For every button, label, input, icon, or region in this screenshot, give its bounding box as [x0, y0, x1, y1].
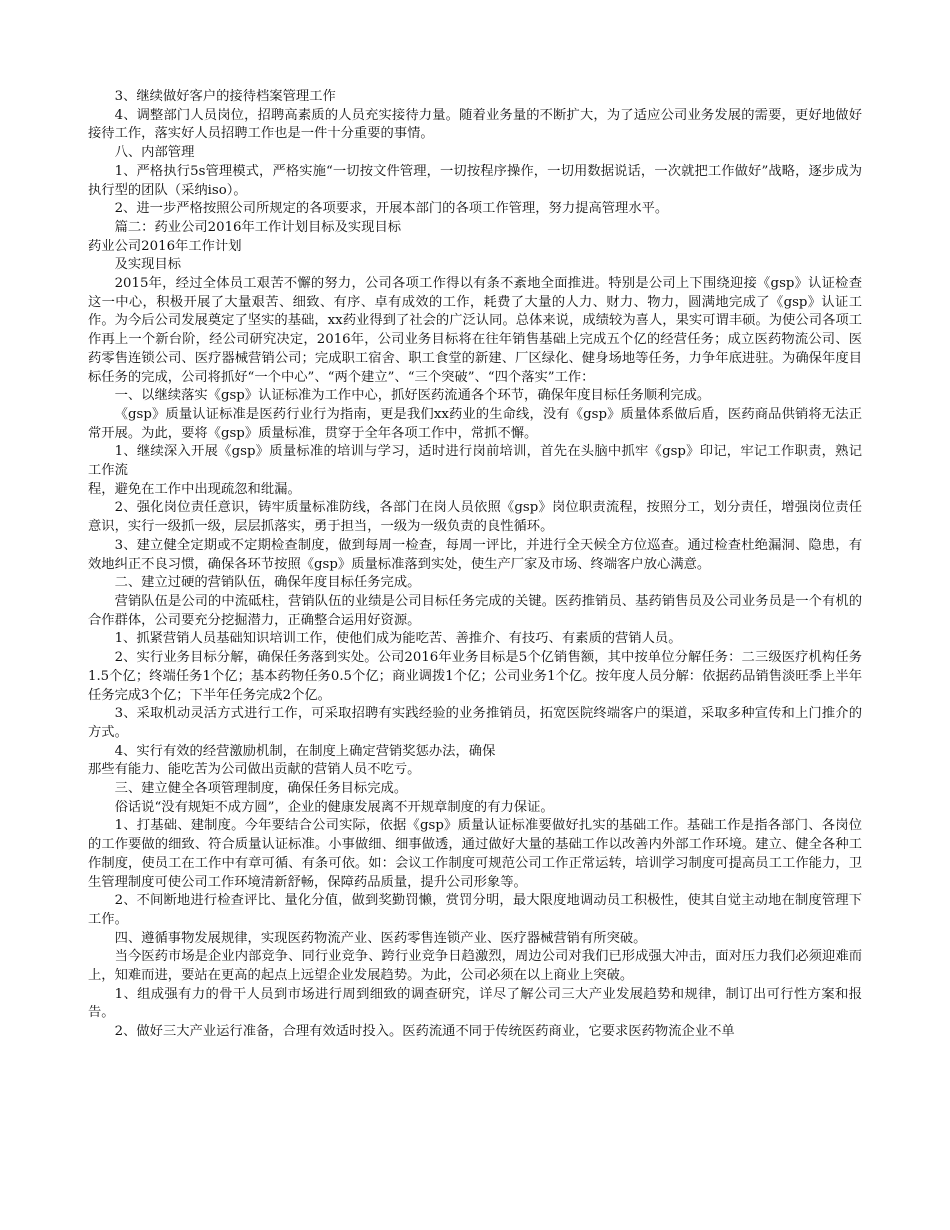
document-paragraph: 1、抓紧营销人员基础知识培训工作，使他们成为能吃苦、善推介、有技巧、有素质的营销人员。	[114, 631, 682, 647]
document-paragraph: 2、不间断地进行检查评比、量化分值，做到奖勤罚懒，赏罚分明，最大限度地调动员工积极性，使其自觉主动地在制度管理下工作。	[88, 893, 862, 927]
document-paragraph: 一、以继续落实《gsp》认证标准为工作中心，抓好医药流通各个环节，确保年度目标任务顺利完成。	[114, 388, 711, 404]
document-paragraph: 3、建立健全定期或不定期检查制度，做到每周一检查，每周一评比，并进行全天候全方位巡查。通过检查杜绝漏洞、隐患，有效地纠正不良习惯，确保各环节按照《gsp》质量标准落到实处，使生产厂家及市场、终端客户放心满意。	[88, 537, 862, 572]
document-paragraph: 2、强化岗位责任意识，铸牢质量标准防线，各部门在岗人员依照《gsp》岗位职责流程，按照分工，划分责任，增强岗位责任意识，实行一级抓一级，层层抓落实，勇于担当，一级为一级负责的良性循环。	[88, 500, 862, 535]
document-paragraph: 1、打基础、建制度。今年要结合公司实际，依据《gsp》质量认证标准要做好扎实的基础工作。基础工作是指各部门、各岗位的工作要做的细致、符合质量认证标准。小事做细、细事做透，通过做好大量的基础工作以改善内外部工作环境。建立、健全各种工作制度，使员工在工作中有章可循、有条可依。如：会议工作制度可规范公司工作正常运转，培训学习制度可提高员工工作能力，卫生管理制度可使公司工作环境清新舒畅，保障药品质量，提升公司形象等。	[88, 818, 862, 890]
document-paragraph: 2、实行业务目标分解，确保任务落到实处。公司2016年业务目标是5个亿销售额，其中按单位分解任务：二三级医疗机构任务1.5个亿；终端任务1个亿；基本药物任务0.5个亿；商业调拨1个亿；公司业务1个亿。按年度人员分解：依据药品销售淡旺季上半年任务完成3个亿；下半年任务完成2个亿。	[88, 650, 862, 703]
document-paragraph: 2、做好三大产业运行准备，合理有效适时投入。医药流通不同于传统医药商业，它要求医药物流企业不单	[114, 1024, 735, 1040]
document-paragraph: 2015年，经过全体员工艰苦不懈的努力，公司各项工作得以有条不紊地全面推进。特别是公司上下围绕迎接《gsp》认证检查这一中心，积极开展了大量艰苦、细致、有序、卓有成效的工作，耗费了大量的人力、财力、物力，圆满地完成了《gsp》认证工作。为今后公司发展奠定了坚实的基础，xx药业得到了社会的广泛认同。总体来说，成绩较为喜人，果实可谓丰硕。为使公司各项工作再上一个新台阶，经公司研究决定，2016年，公司业务目标将在往年销售基础上完成五个亿的经营任务；成立医药物流公司、医药零售连锁公司、医疗器械营销公司；完成职工宿舍、职工食堂的新建、厂区绿化、健身场地等任务，力争年底进驻。为确保年度目标任务的完成，公司将抓好“一个中心”、“两个建立”、“三个突破”、“四个落实”工作：	[88, 276, 862, 385]
document-paragraph: 1、组成强有力的骨干人员到市场进行周到细致的调查研究，详尽了解公司三大产业发展趋势和规律，制订出可行性方案和报告。	[88, 986, 862, 1021]
document-paragraph: 药业公司2016年工作计划	[88, 238, 242, 254]
document-paragraph: 4、调整部门人员岗位，招聘高素质的人员充实接待力量。随着业务量的不断扩大，为了适应公司业务发展的需要，更好地做好接待工作，落实好人员招聘工作也是一件十分重要的事情。	[88, 107, 862, 142]
document-paragraph: 篇二：药业公司2016年工作计划目标及实现目标	[114, 219, 402, 235]
document-paragraph: 八、内部管理	[114, 145, 195, 161]
document-paragraph: 四、遵循事物发展规律，实现医药物流产业、医药零售连锁产业、医疗器械营销有所突破。	[114, 930, 647, 946]
document-paragraph: 程，避免在工作中出现疏忽和纰漏。	[88, 481, 301, 497]
document-paragraph: 2、进一步严格按照公司所规定的各项要求，开展本部门的各项工作管理，努力提高管理水平。	[114, 201, 669, 217]
document-paragraph: 4、实行有效的经营激励机制，在制度上确定营销奖惩办法，确保	[114, 743, 496, 759]
document-paragraph: 营销队伍是公司的中流砥柱，营销队伍的业绩是公司目标任务完成的关键。医药推销员、基药销售员及公司业务员是一个有机的合作群体，公司要充分挖掘潜力，正确整合运用好资源。	[88, 593, 862, 628]
document-paragraph: 3、采取机动灵活方式进行工作，可采取招聘有实践经验的业务推销员，拓宽医院终端客户的渠道，采取多种宣传和上门推介的方式。	[88, 706, 862, 740]
document-paragraph: 3、继续做好客户的接待档案管理工作	[114, 89, 336, 104]
document-paragraph: 二、建立过硬的营销队伍，确保年度目标任务完成。	[114, 575, 421, 591]
document-paragraph: 及实现目标	[114, 257, 182, 273]
document-paragraph: 那些有能力、能吃苦为公司做出贡献的营销人员不吃亏。	[88, 762, 421, 778]
document-paragraph: 《gsp》质量认证标准是医药行业行为指南，更是我们xx药业的生命线，没有《gsp》质量体系做后盾，医药商品供销将无法正常开展。为此，要将《gsp》质量标准，贯穿于全年各项工作中，常抓不懈。	[88, 406, 862, 441]
document-paragraph: 1、严格执行5s管理模式，严格实施“一切按文件管理，一切按程序操作，一切用数据说话，一次就把工作做好”战略，逐步成为执行型的团队（采纳iso）。	[88, 163, 862, 198]
document-paragraph: 1、继续深入开展《gsp》质量标准的培训与学习，适时进行岗前培训，首先在头脑中抓牢《gsp》印记，牢记工作职责，熟记工作流	[88, 444, 862, 479]
document-paragraph: 三、建立健全各项管理制度，确保任务目标完成。	[114, 781, 408, 797]
document-paragraph: 俗话说“没有规矩不成方圆”，企业的健康发展离不开规章制度的有力保证。	[114, 799, 554, 815]
document-paragraph: 当今医药市场是企业内部竞争、同行业竞争、跨行业竞争日趋激烈，周边公司对我们已形成强大冲击，面对压力我们必须迎难而上，知难而进，要站在更高的起点上远望企业发展趋势。为此，公司必须在以上商业上突破。	[88, 949, 862, 984]
